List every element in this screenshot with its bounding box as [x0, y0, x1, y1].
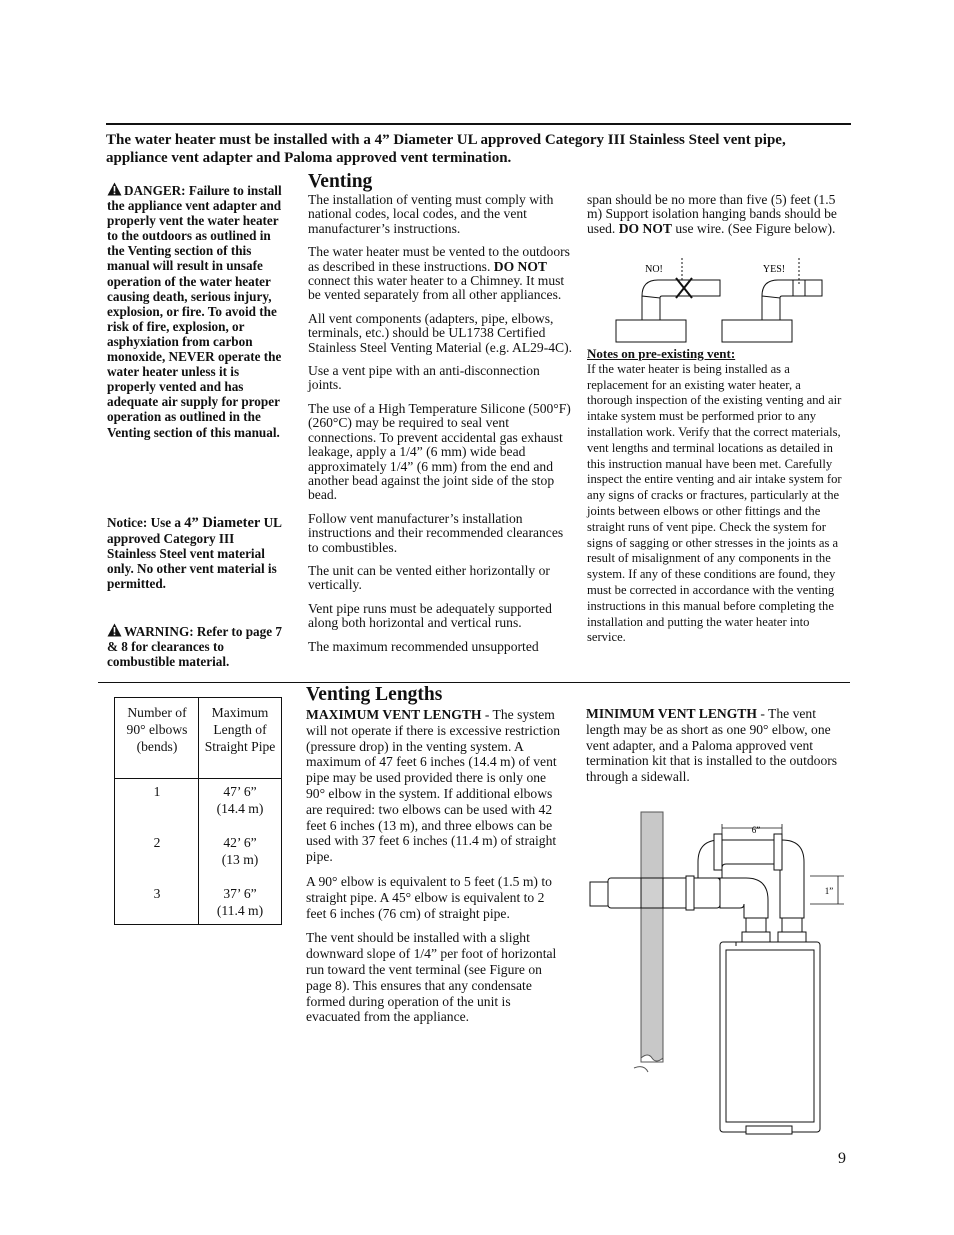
table-header-length: Maximum Length of Straight Pipe: [204, 705, 276, 754]
venting-p4: Use a vent pipe with an anti-disconnection joints.: [308, 363, 540, 393]
danger-notice: [107, 182, 282, 440]
notes-body: If the water heater is being installed as a replacement for an existing water heater, a thorough inspection of the existing venting and air intake system must be performed prior to any installation work. Verify that the correct materials, vent lengths and terminal locations as detailed in this instruction manual have been met. Carefully inspect the entire venting and air intake system for any signs of cracks or fractures, particularly at the joints between elbows or other fittings and the straight runs of vent pipe. Check the system for signs of sagging or other stresses in the joints as a result of misalignment of any components in the system. If any of these conditions are found, they must be corrected in accordance with the venting instructions in this manual before completing the installation and putting the water heater into service.: [587, 361, 842, 645]
notes-heading: Notes on pre-existing vent:: [587, 346, 736, 361]
section-rule: [98, 682, 850, 683]
intro-statement: The water heater must be installed with a 4” Diameter UL approved Category III Stainless Steel vent pipe, appliance vent adapter and Paloma approved vent termination.: [106, 132, 786, 166]
venting-p6: Follow vent manufacturer’s installation instructions and their recommended clearances to combustibles.: [308, 510, 564, 555]
notes-section: [587, 346, 849, 646]
venting-p1: The installation of venting must comply with national codes, local codes, and the vent manufacturer’s instructions.: [308, 192, 554, 236]
warning-text: WARNING: Refer to page 7 & 8 for clearances to combustible material.: [107, 624, 282, 670]
venting-section: [308, 171, 573, 663]
table-row-2-elbows: 2: [153, 835, 161, 850]
table-header-elbows: Number of 90° elbows (bends): [126, 705, 188, 754]
dim-1-label: 1”: [824, 886, 834, 896]
table-row-2-length: 42’ 6” (13 m): [221, 835, 259, 867]
venting-col3: [587, 193, 849, 236]
venting-heading: Venting: [308, 171, 373, 192]
warning-triangle-icon: [107, 182, 122, 196]
fig-no-label: NO!: [645, 264, 663, 275]
top-rule: [106, 123, 851, 125]
venting-p5: The use of a High Temperature Silicone (500°F) (260°C) may be required to seal vent connections. To prevent accidental gas exhaust leakage, apply a 1/4” (6 mm) wide bead approximately 1/4” (6 mm) from the end and another bead against the joint side of the stop bead.: [308, 400, 571, 503]
table-row-3-elbows: 3: [153, 886, 161, 901]
notice-block: [107, 515, 282, 591]
venting-p7: The unit can be vented either horizontally or vertically.: [308, 562, 550, 593]
venting-p2: The water heater must be vented to the outdoors as described in these instructions. DO NOT connect this water heater to a Chimney. It must be vented separately from all other appliances.: [308, 244, 570, 303]
venting-p9: The maximum recommended unsupported: [308, 638, 539, 654]
pipe-support-figure: [612, 252, 832, 344]
dim-6-label: 6”: [751, 825, 761, 835]
notice-text-a: Notice: Use a: [107, 515, 185, 530]
fig-yes-label: YES!: [762, 264, 786, 275]
table-row-1-length: 47’ 6” (14.4 m): [216, 784, 264, 816]
vent-length-table: [114, 697, 282, 925]
min-vent-figure: [586, 806, 850, 1141]
table-row-1-elbows: 1: [153, 784, 161, 799]
venting-lengths-body: [306, 707, 568, 1025]
venting-p3: All vent components (adapters, pipe, elbows, terminals, etc.) should be UL1738 Certified Stainless Steel Venting Material (e.g. AL29-4C).: [308, 310, 573, 355]
elbow-equivalent-paragraph: A 90° elbow is equivalent to 5 feet (1.5 m) to straight pipe. A 45° elbow is equivalent to 2 feet 6 inches (76 cm) of straight pipe.: [306, 873, 552, 921]
danger-text: DANGER: Failure to install the appliance vent adapter and properly vent the water heater to the outdoors as outlined in the Venting section of this manual will result in unsafe operation of the water heater causing death, serious injury, explosion, or fire. To avoid the risk of fire, explosion, or asphyxiation from carbon monoxide, NEVER operate the water heater unless it is properly vented and has adequate air supply for proper operation as outlined in the Venting section of this manual.: [107, 183, 282, 440]
page-number: 9: [838, 1150, 846, 1167]
span-paragraph: span should be no more than five (5) feet (1.5 m) Support isolation hanging bands should be used. DO NOT use wire. (See Figure below).: [587, 192, 837, 236]
notice-text-c: UL approved Category III Stainless Steel vent material only. No other vent material is permitted.: [107, 515, 282, 592]
warning-triangle-icon: [107, 623, 122, 637]
venting-lengths-section: [306, 684, 568, 1034]
table-row-3-length: 37’ 6” (11.4 m): [216, 886, 264, 918]
notice-text-b: 4” Diameter: [184, 515, 261, 531]
venting-body: [308, 193, 573, 654]
venting-p8: Vent pipe runs must be adequately supported along both horizontal and vertical runs.: [308, 600, 552, 631]
slope-paragraph: The vent should be installed with a slight downward slope of 1/4” per foot of horizontal run toward the vent terminal (see Figure on page 8). This ensures that any condensate formed during operation of the unit is evacuated from the appliance.: [306, 930, 557, 1025]
min-vent-paragraph: MINIMUM VENT LENGTH - The vent length may be as short as one 90° elbow, one vent adapter, and a Paloma approved vent termination kit that is installed to the outdoors through a sidewall.: [586, 706, 838, 785]
max-vent-paragraph: MAXIMUM VENT LENGTH - The system will not operate if there is excessive restriction (pressure drop) in the venting system. A maximum of 47 feet 6 inches (14.4 m) of vent pipe may be used provided there is only one 90° elbow in the system. If additional elbows are required: two elbows can be used with 42 feet 6 inches (13 m), and three elbows can be used with 37 feet 6 inches (11.4 m) of straight pipe.: [306, 707, 561, 865]
venting-lengths-heading: Venting Lengths: [306, 684, 443, 705]
warning-notice: [107, 623, 282, 669]
